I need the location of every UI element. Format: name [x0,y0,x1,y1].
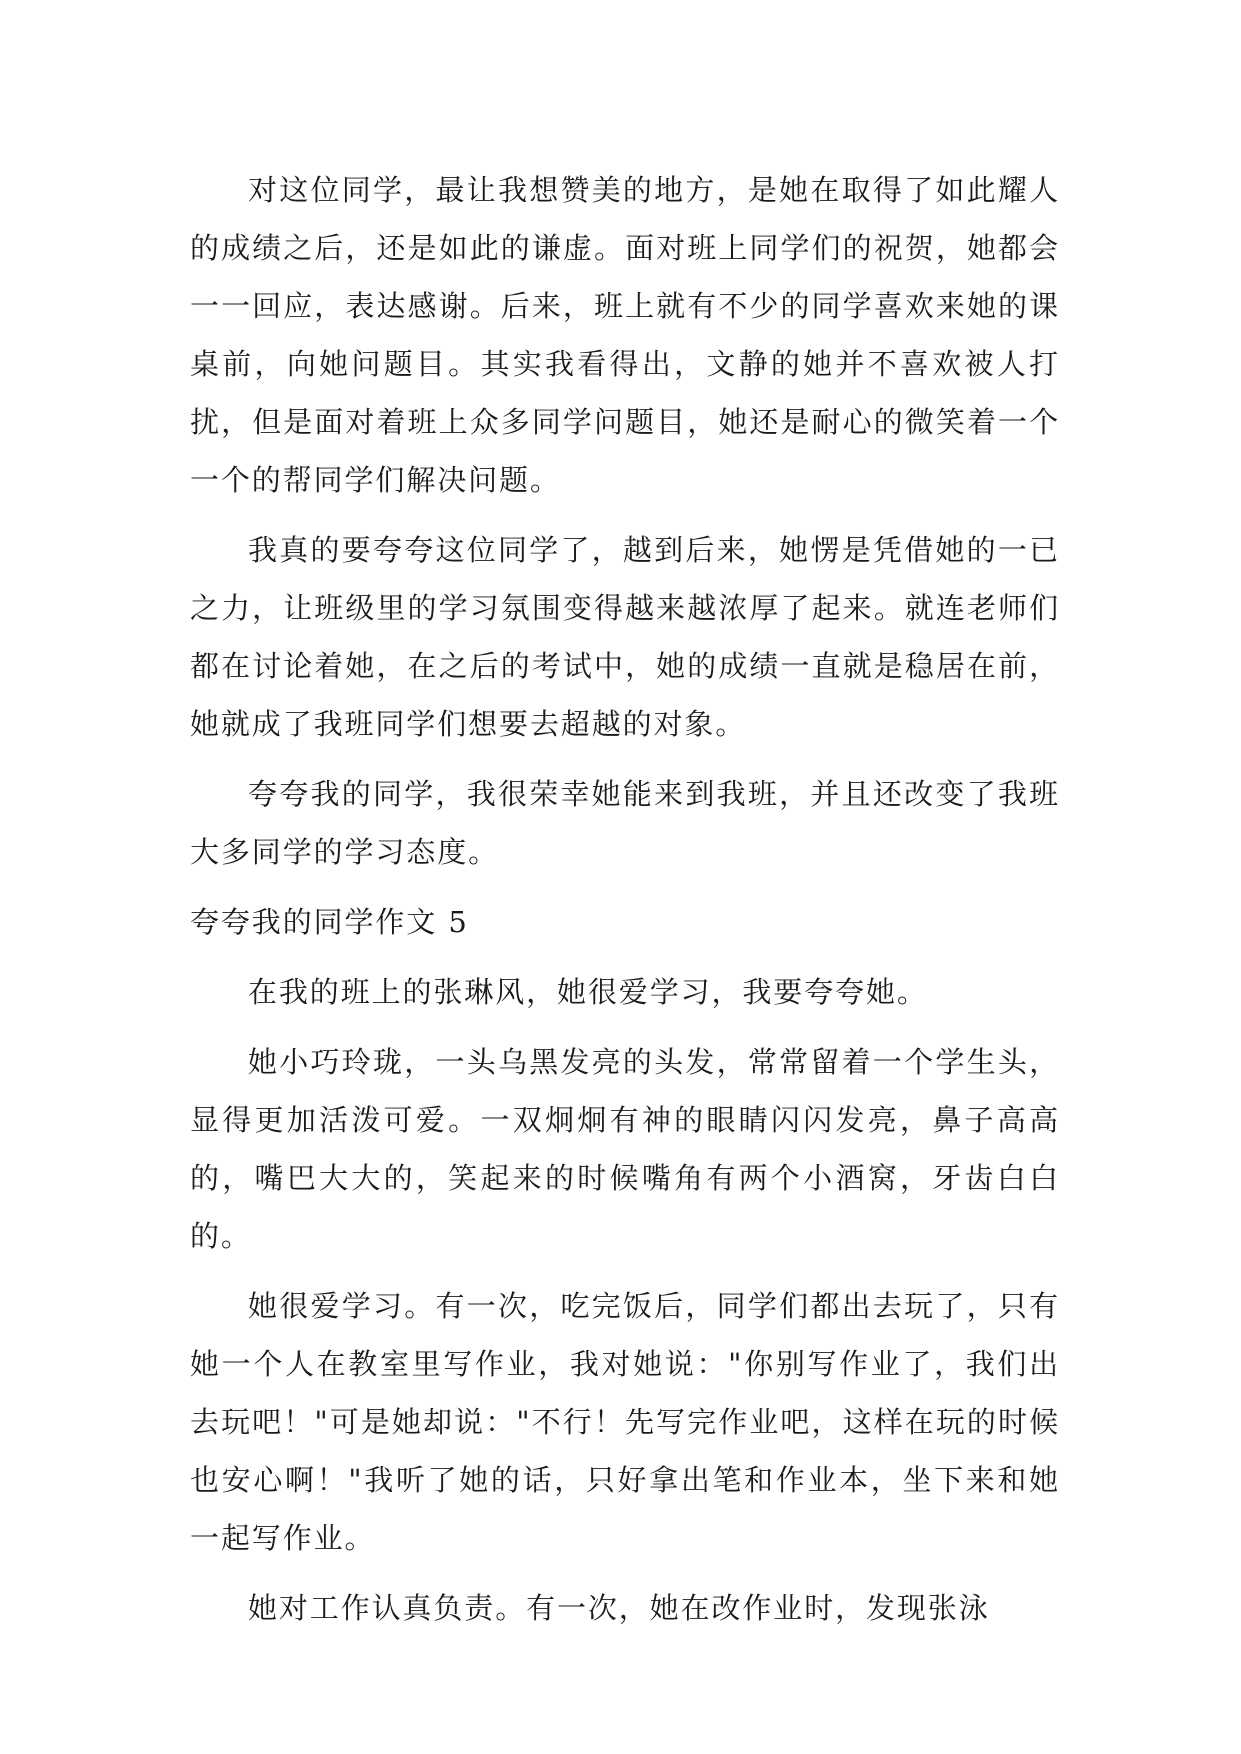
paragraph-7: 她对工作认真负责。有一次，她在改作业时，发现张泳 [248,1591,990,1625]
paragraph-4: 在我的班上的张琳风，她很爱学习，我要夸夸她。 [248,975,928,1009]
document-body [190,161,1060,1649]
section-title: 夸夸我的同学作文 5 [190,905,469,939]
paragraph-2: 我真的要夸夸这位同学了，越到后来，她愣是凭借她的一已之力，让班级里的学习氛围变得越来越浓厚了起来。就连老师们都在讨论着她，在之后的考试中，她的成绩一直就是稳居在前，她就成了我班同学们想要去超越的对象。 [190,533,1060,741]
paragraph-1: 对这位同学，最让我想赞美的地方，是她在取得了如此耀人的成绩之后，还是如此的谦虚。面对班上同学们的祝贺，她都会一一回应，表达感谢。后来，班上就有不少的同学喜欢来她的课桌前，向她问题目。其实我看得出，文静的她并不喜欢被人打扰，但是面对着班上众多同学问题目，她还是耐心的微笑着一个一个的帮同学们解决问题。 [190,173,1060,497]
paragraph-6: 她很爱学习。有一次，吃完饭后，同学们都出去玩了，只有她一个人在教室里写作业，我对她说："你别写作业了，我们出去玩吧！"可是她却说："不行！先写完作业吧，这样在玩的时候也安心啊！"我听了她的话，只好拿出笔和作业本，坐下来和她一起写作业。 [190,1289,1060,1555]
paragraph-3: 夸夸我的同学，我很荣幸她能来到我班，并且还改变了我班大多同学的学习态度。 [190,777,1060,869]
paragraph-5: 她小巧玲珑，一头乌黑发亮的头发，常常留着一个学生头，显得更加活泼可爱。一双炯炯有神的眼睛闪闪发亮，鼻子高高的，嘴巴大大的，笑起来的时候嘴角有两个小酒窝，牙齿白白的。 [190,1045,1060,1253]
